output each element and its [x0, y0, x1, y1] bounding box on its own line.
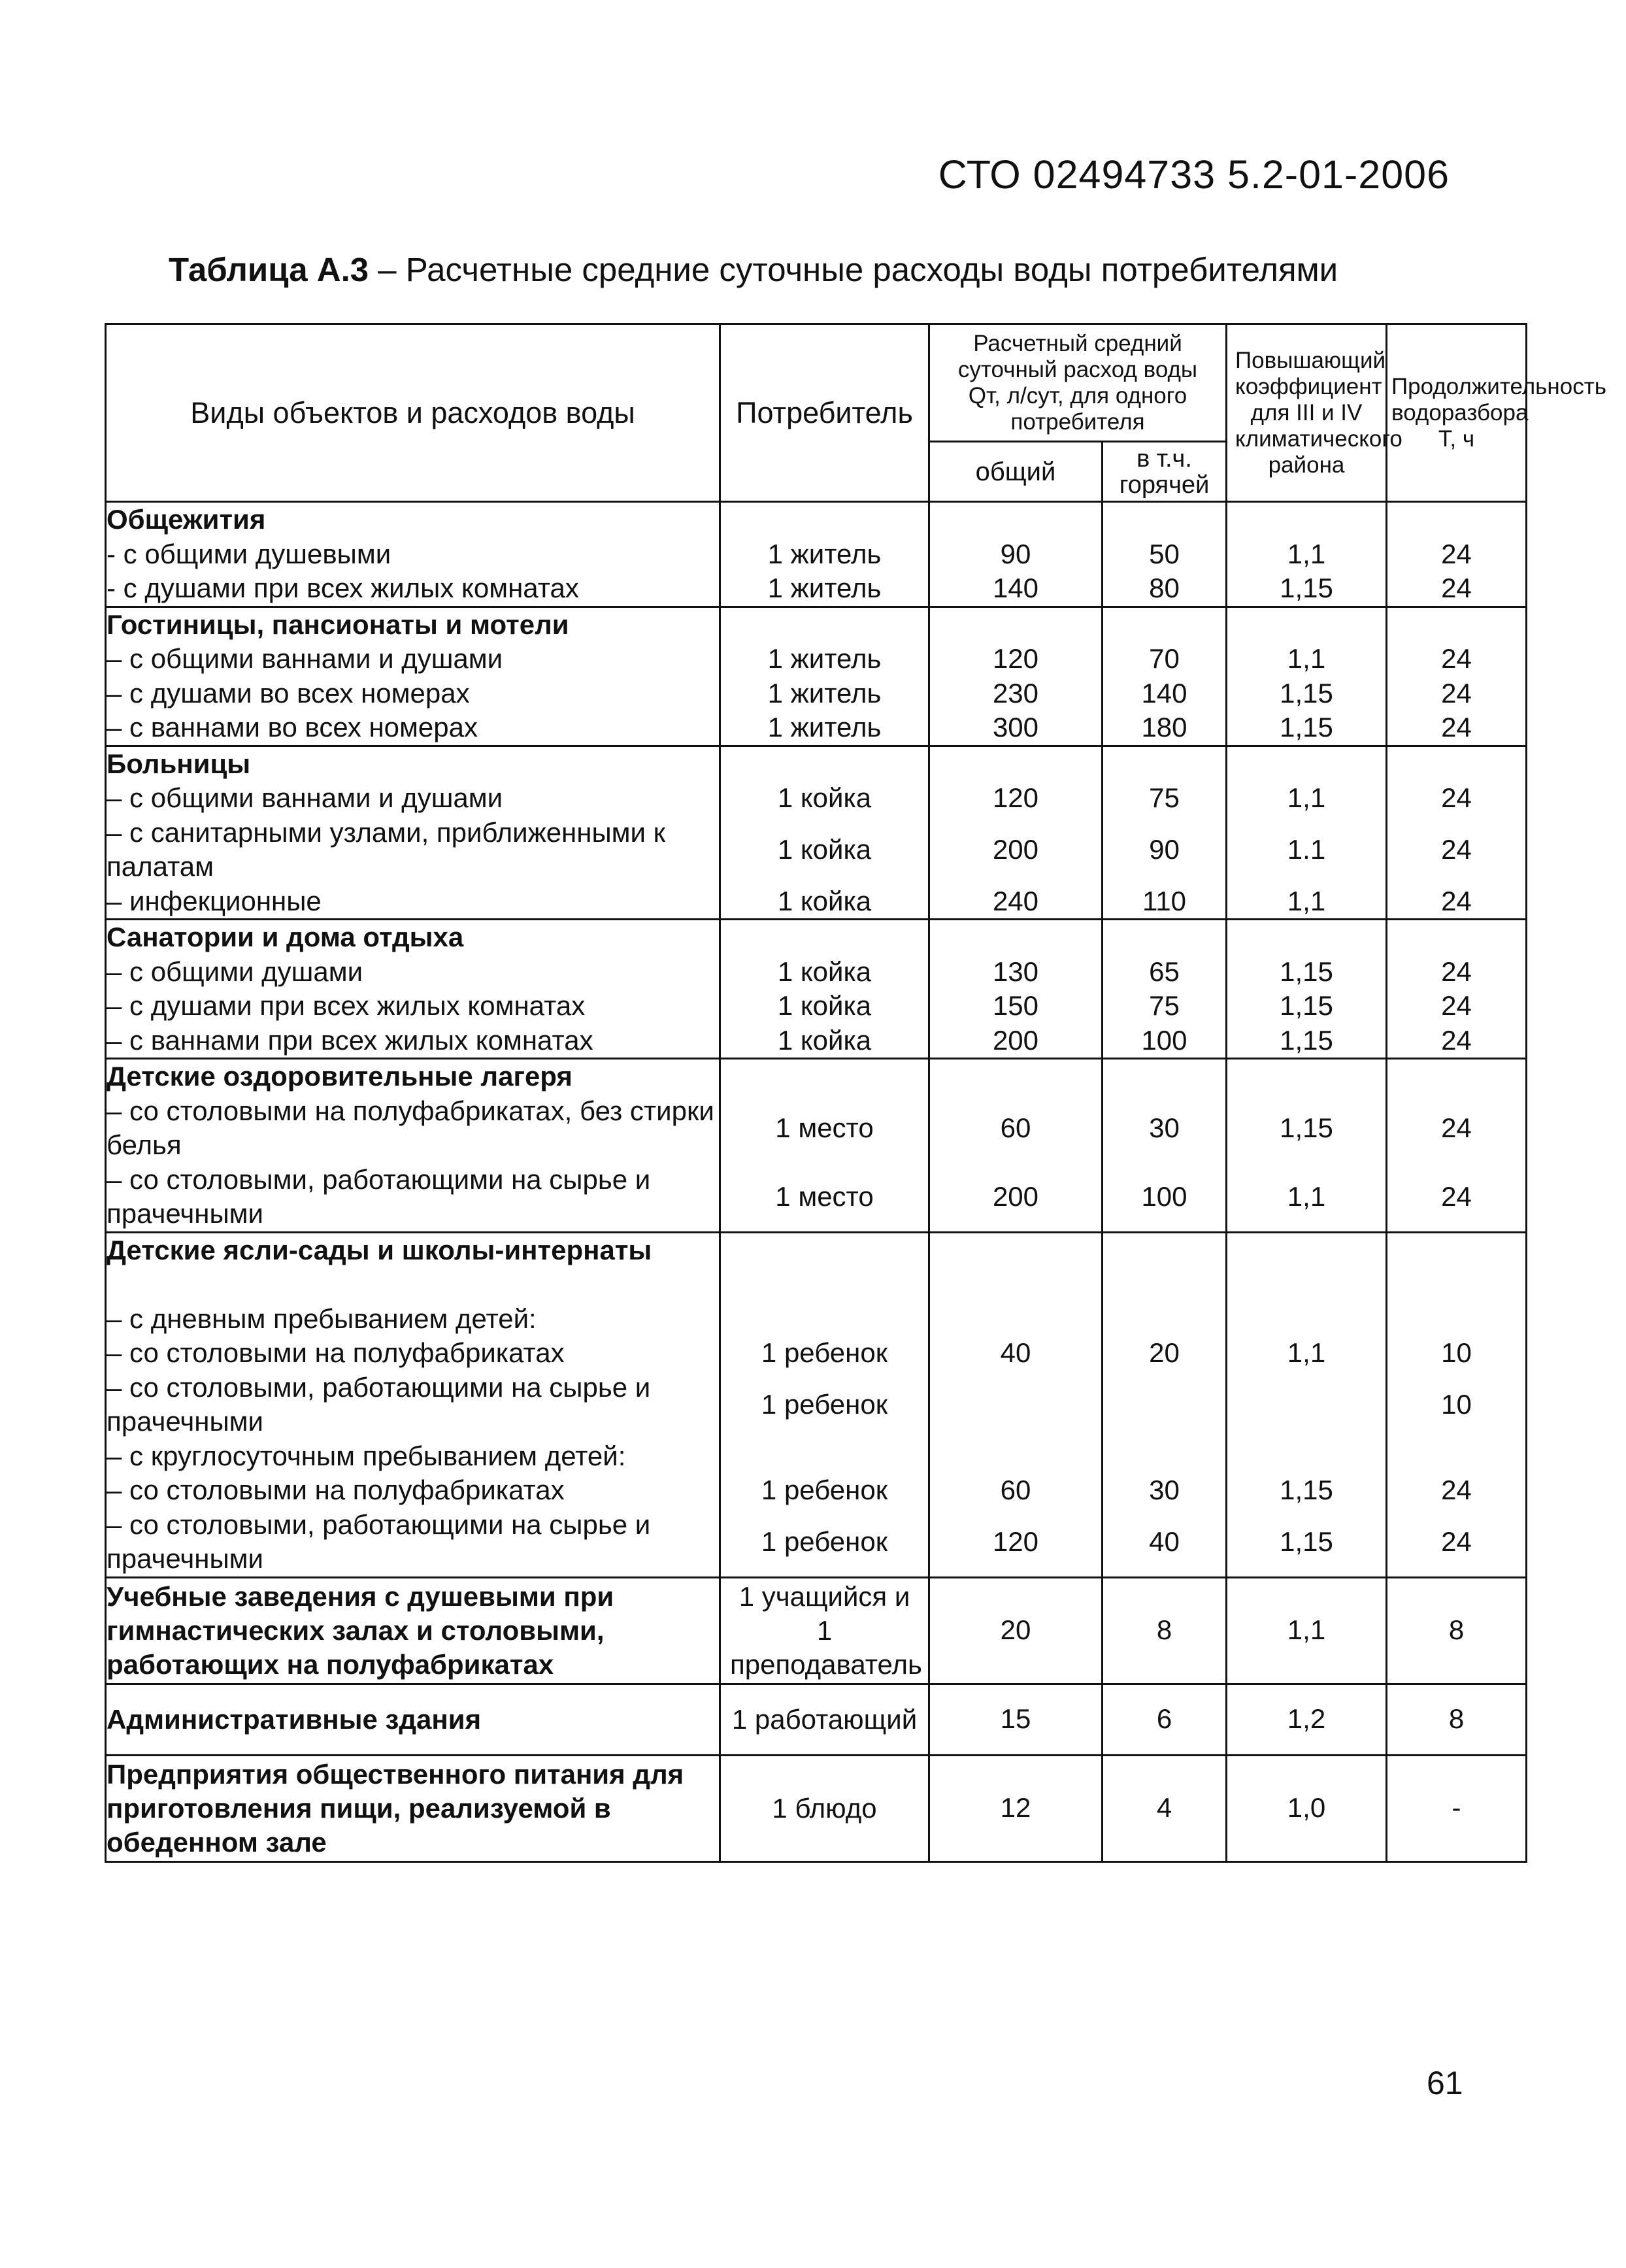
group-duration-column	[1387, 1232, 1527, 1577]
cell-hot: 30	[1149, 1475, 1180, 1505]
header-consumer: Потребитель	[720, 324, 929, 502]
cell-consumer: 1 житель	[767, 643, 882, 674]
water-consumption-table	[105, 323, 1606, 1863]
cell-total: 120	[992, 782, 1039, 813]
spacer	[1387, 920, 1525, 955]
cell-total: 200	[992, 833, 1039, 865]
group-row	[106, 502, 1527, 607]
cell-consumer: 1 ребенок	[761, 1475, 888, 1505]
spacer	[930, 503, 1101, 537]
cell-hot: 100	[1141, 1180, 1187, 1212]
group-row	[106, 1232, 1527, 1577]
cell-consumer: 1 ребенок	[761, 1526, 888, 1557]
cell-hot: 40	[1149, 1526, 1180, 1557]
group-consumer-column	[720, 746, 929, 920]
document-code: СТО 02494733 5.2-01-2006	[938, 152, 1450, 197]
cell-duration	[1387, 1439, 1525, 1474]
cell-consumer: 1 житель	[767, 573, 882, 603]
row-label: – со столовыми на полуфабрикатах, без стирки белья	[107, 1095, 714, 1160]
row-label: – с ваннами во всех номерах	[107, 712, 478, 742]
row-label: – с круглосуточным пребыванием детей:	[107, 1440, 626, 1471]
group-coef-column	[1227, 607, 1387, 746]
group-hot-column	[1103, 1059, 1227, 1233]
cell-total: 240	[992, 885, 1039, 916]
header-hot: в т.ч. горячей	[1103, 442, 1227, 502]
single-row-coef: 1,1	[1227, 1577, 1387, 1684]
table-caption-label: Таблица А.3	[169, 251, 369, 288]
group-title: Детские ясли-сады и школы-интернаты	[107, 1234, 652, 1265]
table-caption	[169, 250, 1338, 289]
group-consumer-column	[720, 1059, 929, 1233]
row-label: – с общими ваннами и душами	[107, 643, 503, 674]
group-duration-column	[1387, 607, 1527, 746]
group-coef-column	[1227, 502, 1387, 607]
cell-duration: 24	[1441, 956, 1472, 987]
spacer	[1103, 747, 1225, 782]
table-body	[106, 502, 1527, 1862]
group-row	[106, 1059, 1527, 1233]
row-label: – с общими душами	[107, 956, 363, 987]
group-objects	[106, 502, 720, 607]
cell-coef: 1,1	[1287, 1337, 1326, 1368]
cell-coef	[1227, 1371, 1385, 1439]
single-row-total: 12	[929, 1755, 1103, 1861]
row-label: – со столовыми, работающими на сырье и прачечными	[107, 1163, 651, 1229]
group-total-column	[929, 746, 1103, 920]
cell-hot: 110	[1142, 885, 1186, 916]
cell-total: 230	[992, 677, 1039, 709]
spacer	[930, 1059, 1101, 1094]
cell-consumer: 1 койка	[777, 782, 872, 813]
cell-total: 130	[992, 956, 1039, 987]
cell-total: 140	[992, 573, 1039, 603]
cell-total: 120	[992, 643, 1039, 674]
group-total-column	[929, 1232, 1103, 1577]
group-total-column	[929, 502, 1103, 607]
cell-consumer: 1 койка	[777, 833, 872, 865]
row-label: – с ваннами при всех жилых комнатах	[107, 1024, 593, 1056]
cell-hot: 100	[1141, 1024, 1187, 1056]
group-total-column	[929, 1059, 1103, 1233]
cell-consumer	[721, 1302, 928, 1337]
cell-duration: 24	[1441, 1024, 1472, 1056]
spacer	[1387, 608, 1525, 642]
single-row-total: 20	[929, 1577, 1103, 1684]
cell-hot: 90	[1149, 833, 1180, 865]
cell-hot	[1103, 1439, 1225, 1474]
single-row-label: Учебные заведения с душевыми при гимнастических залах и столовыми, работающих на полуфабрикатах	[106, 1577, 720, 1684]
cell-hot: 65	[1149, 956, 1180, 987]
group-hot-column	[1103, 502, 1227, 607]
cell-consumer: 1 место	[775, 1112, 874, 1143]
cell-duration: 24	[1441, 990, 1472, 1021]
cell-hot: 75	[1149, 990, 1180, 1021]
cell-coef: 1,15	[1280, 1475, 1333, 1505]
cell-consumer: 1 койка	[777, 1024, 872, 1056]
group-objects	[106, 746, 720, 920]
single-row-duration: 8	[1387, 1684, 1527, 1755]
cell-hot: 70	[1149, 643, 1180, 674]
single-row-duration: -	[1387, 1755, 1527, 1861]
spacer	[1227, 503, 1385, 537]
row-label: – с душами при всех жилых комнатах	[107, 990, 586, 1021]
spacer	[930, 608, 1101, 642]
group-duration-column	[1387, 1059, 1527, 1233]
single-row-label: Административные здания	[106, 1684, 720, 1755]
cell-coef: 1,1	[1287, 1180, 1326, 1212]
group-objects	[106, 920, 720, 1059]
single-row-coef: 1,2	[1227, 1684, 1387, 1755]
spacer	[1387, 1059, 1525, 1094]
cell-consumer: 1 житель	[767, 538, 882, 569]
header-coef: Повышающий коэффициент для III и IV климатического района	[1227, 324, 1387, 502]
spacer	[721, 1059, 928, 1094]
group-title: Детские оздоровительные лагеря	[107, 1061, 572, 1092]
row-label: – с дневным пребыванием детей:	[107, 1303, 537, 1334]
cell-hot: 140	[1141, 677, 1187, 709]
cell-total	[930, 1371, 1101, 1439]
group-title: Больницы	[107, 748, 251, 779]
cell-duration: 24	[1441, 782, 1472, 813]
spacer	[721, 747, 928, 782]
cell-hot: 20	[1149, 1337, 1180, 1368]
group-title: Санатории и дома отдыха	[107, 922, 464, 952]
cell-consumer: 1 ребенок	[761, 1337, 888, 1368]
cell-coef: 1,1	[1287, 782, 1326, 813]
row-label: – с душами во всех номерах	[107, 677, 470, 709]
cell-duration: 24	[1441, 1526, 1472, 1557]
group-title: Гостиницы, пансионаты и мотели	[107, 609, 569, 640]
cell-duration: 10	[1441, 1388, 1472, 1420]
cell-duration: 10	[1441, 1337, 1472, 1368]
cell-coef: 1,1	[1287, 538, 1326, 569]
cell-coef: 1,15	[1280, 712, 1333, 742]
group-consumer-column	[720, 920, 929, 1059]
spacer	[1387, 747, 1525, 782]
cell-coef: 1.1	[1287, 833, 1326, 865]
spacer	[1103, 608, 1225, 642]
group-row	[106, 920, 1527, 1059]
cell-consumer: 1 койка	[777, 990, 872, 1021]
row-label: – со столовыми на полуфабрикатах	[107, 1475, 565, 1505]
cell-hot	[1103, 1371, 1225, 1439]
cell-hot: 50	[1149, 538, 1180, 569]
spacer	[930, 920, 1101, 955]
cell-duration: 24	[1441, 677, 1472, 709]
spacer	[1387, 1233, 1525, 1302]
spacer	[1227, 608, 1385, 642]
cell-duration: 24	[1441, 573, 1472, 603]
cell-duration: 24	[1441, 1475, 1472, 1505]
row-label: – со столовыми, работающими на сырье и прачечными	[107, 1509, 651, 1574]
group-coef-column	[1227, 1232, 1387, 1577]
cell-coef: 1,1	[1287, 643, 1326, 674]
cell-hot: 180	[1141, 712, 1187, 742]
group-total-column	[929, 607, 1103, 746]
cell-coef: 1,15	[1280, 956, 1333, 987]
cell-consumer: 1 койка	[777, 956, 872, 987]
single-row	[106, 1684, 1527, 1755]
cell-consumer: 1 житель	[767, 712, 882, 742]
cell-total: 90	[1000, 538, 1031, 569]
group-consumer-column	[720, 1232, 929, 1577]
spacer	[1103, 920, 1225, 955]
cell-consumer: 1 место	[775, 1180, 874, 1212]
group-row	[106, 607, 1527, 746]
table-caption-text: – Расчетные средние суточные расходы воды потребителями	[369, 251, 1338, 288]
cell-coef	[1227, 1302, 1385, 1337]
row-label: – со столовыми, работающими на сырье и прачечными	[107, 1371, 651, 1437]
cell-duration: 24	[1441, 538, 1472, 569]
cell-hot: 75	[1149, 782, 1180, 813]
group-hot-column	[1103, 607, 1227, 746]
spacer	[721, 1233, 928, 1302]
single-row-consumer: 1 учащийся и 1 преподаватель	[720, 1577, 929, 1684]
spacer	[721, 920, 928, 955]
cell-total: 40	[1000, 1337, 1031, 1368]
group-duration-column	[1387, 920, 1527, 1059]
cell-total: 120	[992, 1526, 1039, 1557]
row-label: – с общими ваннами и душами	[107, 782, 503, 813]
group-hot-column	[1103, 1232, 1227, 1577]
single-row-hot: 6	[1103, 1684, 1227, 1755]
header-flow-group: Расчетный средний суточный расход воды Qт, л/сут, для одного потребителя	[929, 324, 1227, 442]
single-row-hot: 4	[1103, 1755, 1227, 1861]
group-coef-column	[1227, 920, 1387, 1059]
header-object: Виды объектов и расходов воды	[106, 324, 720, 502]
cell-coef: 1,15	[1280, 573, 1333, 603]
row-label: – с санитарными узлами, приближенными к палатам	[107, 816, 666, 882]
group-objects	[106, 1059, 720, 1233]
spacer	[1227, 1059, 1385, 1094]
spacer	[721, 608, 928, 642]
cell-total	[930, 1302, 1101, 1337]
single-row-coef: 1,0	[1227, 1755, 1387, 1861]
group-objects	[106, 1232, 720, 1577]
single-row-total: 15	[929, 1684, 1103, 1755]
cell-duration: 24	[1441, 833, 1472, 865]
spacer	[1227, 1233, 1385, 1302]
single-row-consumer: 1 работающий	[720, 1684, 929, 1755]
group-hot-column	[1103, 746, 1227, 920]
group-coef-column	[1227, 746, 1387, 920]
group-consumer-column	[720, 607, 929, 746]
cell-total: 200	[992, 1180, 1039, 1212]
spacer	[1103, 1233, 1225, 1302]
cell-consumer	[721, 1439, 928, 1474]
spacer	[1103, 503, 1225, 537]
group-hot-column	[1103, 920, 1227, 1059]
row-label: – инфекционные	[107, 885, 322, 916]
spacer	[930, 747, 1101, 782]
cell-duration: 24	[1441, 1112, 1472, 1143]
cell-duration: 24	[1441, 885, 1472, 916]
group-row	[106, 746, 1527, 920]
group-duration-column	[1387, 502, 1527, 607]
cell-total: 300	[992, 712, 1039, 742]
spacer	[1387, 503, 1525, 537]
cell-coef	[1227, 1439, 1385, 1474]
single-row-duration: 8	[1387, 1577, 1527, 1684]
group-title: Общежития	[107, 504, 266, 535]
cell-consumer: 1 койка	[777, 885, 872, 916]
cell-duration: 24	[1441, 712, 1472, 742]
single-row-label: Предприятия общественного питания для приготовления пищи, реализуемой в обеденном зале	[106, 1755, 720, 1861]
single-row	[106, 1577, 1527, 1684]
single-row-consumer: 1 блюдо	[720, 1755, 929, 1861]
cell-duration: 24	[1441, 643, 1472, 674]
group-duration-column	[1387, 746, 1527, 920]
cell-total: 150	[992, 990, 1039, 1021]
header-duration: Продолжительность водоразбора Т, ч	[1387, 324, 1527, 502]
header-total: общий	[929, 442, 1103, 502]
row-label: - с общими душевыми	[107, 538, 391, 569]
single-row	[106, 1755, 1527, 1861]
cell-hot: 30	[1149, 1112, 1180, 1143]
cell-hot	[1103, 1302, 1225, 1337]
spacer	[721, 503, 928, 537]
cell-total	[930, 1439, 1101, 1474]
group-objects	[106, 607, 720, 746]
spacer	[1103, 1059, 1225, 1094]
cell-total: 200	[992, 1024, 1039, 1056]
cell-total: 60	[1000, 1475, 1031, 1505]
cell-coef: 1,15	[1280, 1024, 1333, 1056]
spacer	[1227, 920, 1385, 955]
cell-coef: 1,15	[1280, 990, 1333, 1021]
spacer	[930, 1233, 1101, 1302]
cell-duration: 24	[1441, 1180, 1472, 1212]
group-coef-column	[1227, 1059, 1387, 1233]
cell-duration	[1387, 1302, 1525, 1337]
cell-coef: 1,15	[1280, 677, 1333, 709]
cell-coef: 1,1	[1287, 885, 1326, 916]
cell-hot: 80	[1149, 573, 1180, 603]
cell-coef: 1,15	[1280, 1526, 1333, 1557]
group-consumer-column	[720, 502, 929, 607]
cell-total: 60	[1000, 1112, 1031, 1143]
cell-consumer: 1 житель	[767, 677, 882, 709]
cell-coef: 1,15	[1280, 1112, 1333, 1143]
group-total-column	[929, 920, 1103, 1059]
cell-consumer: 1 ребенок	[761, 1388, 888, 1420]
row-label: - с душами при всех жилых комнатах	[107, 573, 579, 603]
page-number: 61	[1427, 2065, 1463, 2101]
row-label: – со столовыми на полуфабрикатах	[107, 1337, 565, 1368]
spacer	[1227, 747, 1385, 782]
single-row-hot: 8	[1103, 1577, 1227, 1684]
